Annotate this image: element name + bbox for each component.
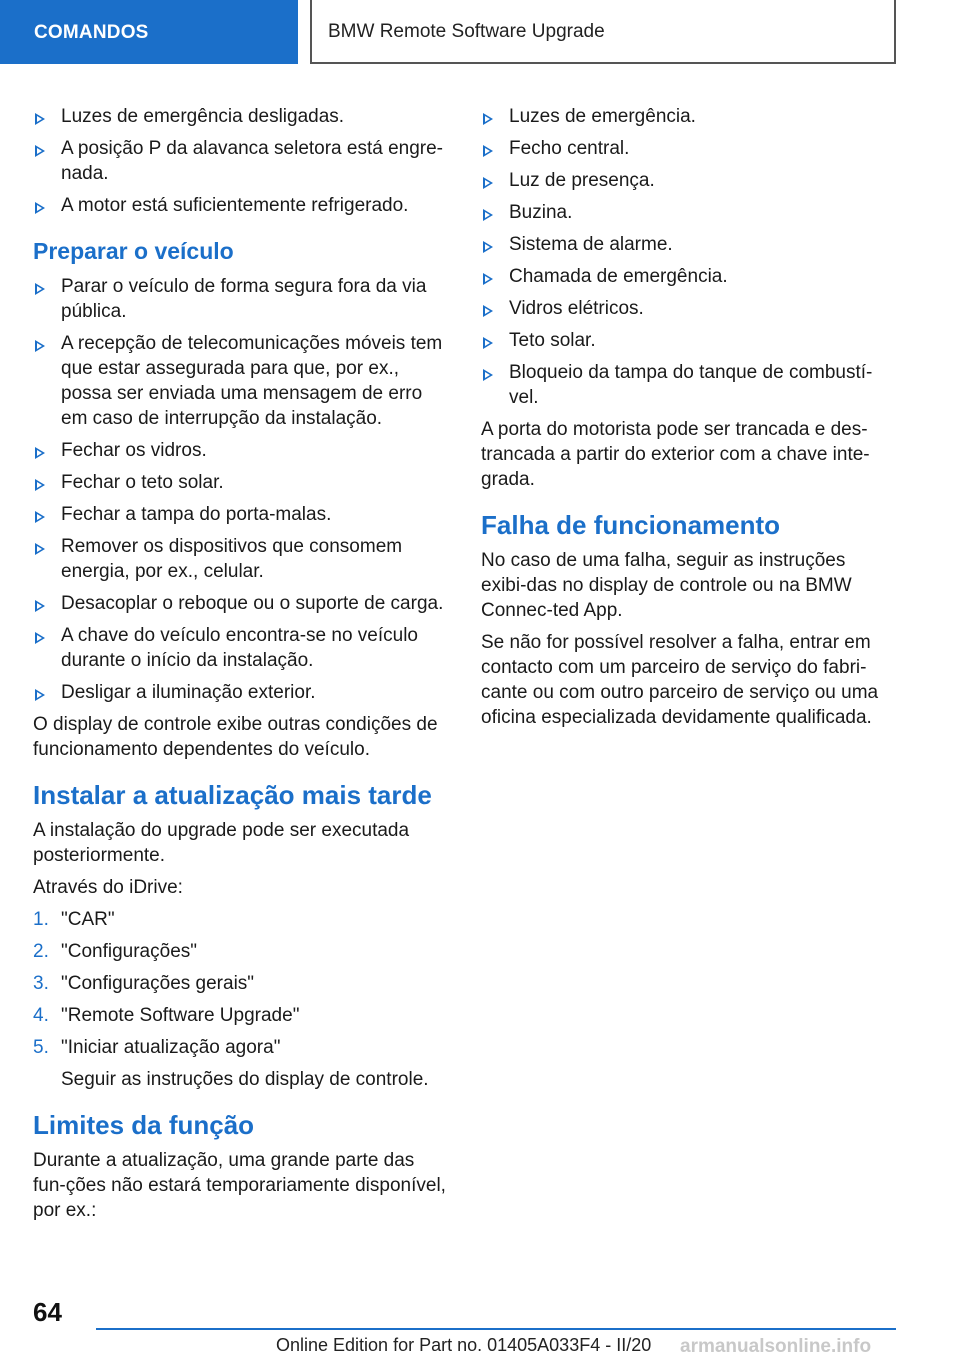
left-column <box>33 104 447 1230</box>
idrive-paragraph: Através do iDrive: <box>33 877 183 898</box>
list-item-text: A recepção de telecomunicações móveis tem que estar assegurada para que, por ex., possa ser enviada uma mensagem de erro em caso de interrupção da instalação. <box>61 333 443 429</box>
list-item-text: Sistema de alarme. <box>509 234 673 255</box>
list-item <box>33 591 447 616</box>
step-item <box>33 1035 447 1060</box>
page-number: 64 <box>33 1297 62 1327</box>
list-item-text: A posição P da alavanca seletora está engre-nada. <box>61 138 444 184</box>
list-item-text: Luzes de emergência desligadas. <box>61 106 345 127</box>
step-text: "Configurações" <box>61 941 198 962</box>
list-item-text: Chamada de emergência. <box>509 266 728 287</box>
list-item <box>33 331 447 431</box>
list-item-text: Remover os dispositivos que consomem energia, por ex., celular. <box>61 536 403 582</box>
section-heading-falha: Falha de funcionamento <box>481 510 781 540</box>
list-item <box>33 104 447 129</box>
triangle-bullet-icon <box>35 202 45 214</box>
list-item <box>481 264 895 289</box>
step-text: "Remote Software Upgrade" <box>61 1005 300 1026</box>
list-item <box>33 438 447 463</box>
triangle-bullet-icon <box>483 369 493 381</box>
header-title-box <box>310 0 896 64</box>
list-item-text: A motor está suficientemente refrigerado. <box>61 195 409 216</box>
step-text: "CAR" <box>61 909 115 930</box>
list-item-text: Fecho central. <box>509 138 630 159</box>
triangle-bullet-icon <box>35 447 45 459</box>
step-item <box>33 907 447 932</box>
steps-note: Seguir as instruções do display de controle. <box>61 1069 429 1090</box>
triangle-bullet-icon <box>483 177 493 189</box>
list-item-text: Luz de presença. <box>509 170 655 191</box>
intro-bullet-list <box>33 104 447 218</box>
list-item-text: Luzes de emergência. <box>509 106 696 127</box>
list-item <box>33 680 447 705</box>
steps-list <box>33 907 447 1060</box>
triangle-bullet-icon <box>35 689 45 701</box>
step-number: 2. <box>33 941 49 962</box>
list-item-text: Bloqueio da tampa do tanque de combustí-vel. <box>509 362 873 408</box>
list-item-text: Buzina. <box>509 202 573 223</box>
functions-bullet-list <box>481 104 895 410</box>
prep-paragraph: O display de controle exibe outras condições de funcionamento dependentes do veículo. <box>33 714 438 760</box>
step-number: 3. <box>33 973 49 994</box>
step-number: 4. <box>33 1005 49 1026</box>
step-item <box>33 1003 447 1028</box>
list-item-text: A chave do veículo encontra-se no veículo durante o início da instalação. <box>61 625 419 671</box>
triangle-bullet-icon <box>35 340 45 352</box>
limits-paragraph: Durante a atualização, uma grande parte das fun-ções não estará temporariamente disponível, por ex.: <box>33 1150 446 1221</box>
triangle-bullet-icon <box>35 600 45 612</box>
section-tab <box>0 0 298 64</box>
section-heading-limites: Limites da função <box>33 1110 255 1140</box>
section-heading-instalar: Instalar a atualização mais tarde <box>33 780 432 810</box>
list-item-text: Desligar a iluminação exterior. <box>61 682 316 703</box>
triangle-bullet-icon <box>483 337 493 349</box>
fail-paragraph-1: No caso de uma falha, seguir as instruções exibi-das no display de controle ou na BMW Connec-ted App. <box>481 550 852 621</box>
step-item <box>33 971 447 996</box>
footer-edition: Online Edition for Part no. 01405A033F4 - II/20 <box>276 1335 652 1355</box>
triangle-bullet-icon <box>483 273 493 285</box>
list-item <box>33 193 447 218</box>
footer-divider <box>96 1328 896 1330</box>
triangle-bullet-icon <box>35 283 45 295</box>
watermark: armanualsonline.info <box>680 1336 872 1357</box>
list-item <box>33 136 447 186</box>
list-item <box>481 104 895 129</box>
section-label: COMANDOS <box>34 21 149 43</box>
door-paragraph: A porta do motorista pode ser trancada e des-trancada a partir do exterior com a chave inte-grada. <box>481 419 870 490</box>
list-item <box>481 232 895 257</box>
list-item-text: Fechar os vidros. <box>61 440 207 461</box>
triangle-bullet-icon <box>35 511 45 523</box>
triangle-bullet-icon <box>35 145 45 157</box>
triangle-bullet-icon <box>35 632 45 644</box>
step-text: "Iniciar atualização agora" <box>61 1037 281 1058</box>
step-item <box>33 939 447 964</box>
list-item-text: Teto solar. <box>509 330 596 351</box>
list-item <box>481 200 895 225</box>
triangle-bullet-icon <box>483 113 493 125</box>
list-item-text: Fechar o teto solar. <box>61 472 224 493</box>
triangle-bullet-icon <box>483 241 493 253</box>
prep-bullet-list <box>33 274 447 705</box>
list-item <box>33 274 447 324</box>
later-paragraph: A instalação do upgrade pode ser executada posteriormente. <box>33 820 410 866</box>
list-item <box>481 136 895 161</box>
triangle-bullet-icon <box>483 305 493 317</box>
fail-paragraph-2: Se não for possível resolver a falha, entrar em contacto com um parceiro de serviço do fabri-cante ou com outro parceiro de serviço ou uma oficina especializada devidamente qualificada. <box>481 632 879 728</box>
list-item <box>33 470 447 495</box>
list-item <box>33 623 447 673</box>
triangle-bullet-icon <box>35 543 45 555</box>
right-column <box>481 104 895 737</box>
list-item <box>481 360 895 410</box>
section-heading-preparar: Preparar o veículo <box>33 238 234 264</box>
step-number: 1. <box>33 909 49 930</box>
list-item <box>481 168 895 193</box>
page-title: BMW Remote Software Upgrade <box>328 20 605 42</box>
triangle-bullet-icon <box>35 479 45 491</box>
list-item-text: Desacoplar o reboque ou o suporte de carga. <box>61 593 444 614</box>
triangle-bullet-icon <box>483 209 493 221</box>
list-item-text: Vidros elétricos. <box>509 298 644 319</box>
list-item <box>481 296 895 321</box>
triangle-bullet-icon <box>35 113 45 125</box>
list-item <box>481 328 895 353</box>
step-text: "Configurações gerais" <box>61 973 255 994</box>
list-item <box>33 502 447 527</box>
triangle-bullet-icon <box>483 145 493 157</box>
step-number: 5. <box>33 1037 49 1058</box>
list-item-text: Parar o veículo de forma segura fora da via pública. <box>61 276 427 322</box>
list-item-text: Fechar a tampa do porta-malas. <box>61 504 332 525</box>
list-item <box>33 534 447 584</box>
